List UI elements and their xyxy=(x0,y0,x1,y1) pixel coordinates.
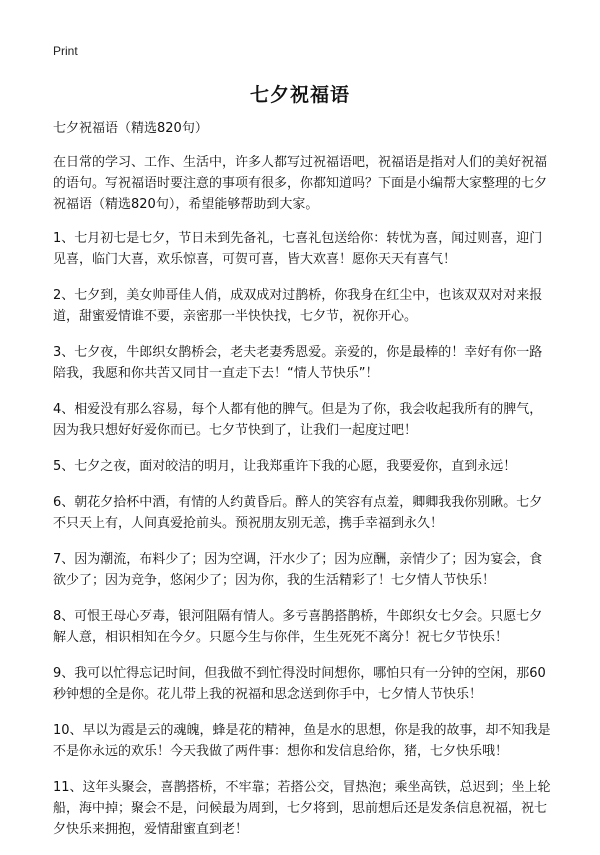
blessing-paragraph: 1、七月初七是七夕，节日未到先备礼，七喜礼包送给你：转忧为喜，闻过则喜，迎门见喜，临门大喜，欢乐惊喜，可贺可喜，皆大欢喜！愿你天天有喜气！ xyxy=(53,231,543,267)
blessing-paragraph: 7、因为潮流，布料少了；因为空调，汗水少了；因为应酬，亲情少了；因为宴会，食欲少了；因为竞争，悠闲少了；因为你，我的生活精彩了！七夕情人节快乐！ xyxy=(53,552,543,588)
blessing-paragraph: 8、可恨王母心歹毒，银河阻隔有情人。多亏喜鹊搭鹊桥，牛郎织女七夕会。只愿七夕解人意，相识相知在今夕。只愿今生与你伴，生生死死不离分！祝七夕节快乐！ xyxy=(53,609,543,645)
blessing-paragraph: 2、七夕到，美女帅哥佳人俏，成双成对过鹊桥，你我身在红尘中，也该双双对对来报道，甜蜜爱情谁不要，亲密那一半快快找，七夕节，祝你开心。 xyxy=(53,288,543,324)
blessing-paragraph: 11、这年头聚会，喜鹊搭桥，不牢靠；若搭公交，冒热泡；乘坐高铁，总迟到；坐上轮船，海中掉；聚会不是，问候最为周到，七夕将到，思前想后还是发条信息祝福，祝七夕快乐来拥抱，爱情甜蜜直到老！ xyxy=(53,780,551,837)
blessing-paragraph: 3、七夕夜，牛郎织女鹊桥会，老夫老妻秀恩爱。亲爱的，你是最棒的！幸好有你一路陪我，我愿和你共苦又同甘一直走下去！“情人节快乐”！ xyxy=(53,345,543,381)
intro-paragraph: 在日常的学习、工作、生活中，许多人都写过祝福语吧，祝福语是指对人们的美好祝福的语句。写祝福语时要注意的事项有很多，你都知道吗？下面是小编帮大家整理的七夕祝福语（精选820句），希望能够帮助到大家。 xyxy=(53,155,548,212)
print-link[interactable]: Print xyxy=(53,44,78,58)
document-subtitle: 七夕祝福语（精选820句） xyxy=(53,121,208,136)
document-body xyxy=(53,118,553,855)
blessing-paragraph: 6、朝花夕拾杯中酒，有情的人约黄昏后。醉人的笑容有点羞，卿卿我我你别瞅。七夕不只天上有，人间真爱抢前头。预祝朋友别无恙，携手幸福到永久！ xyxy=(53,495,543,531)
blessing-paragraph: 9、我可以忙得忘记时间，但我做不到忙得没时间想你，哪怕只有一分钟的空闲，那60秒钟想的全是你。花儿带上我的祝福和思念送到你手中，七夕情人节快乐！ xyxy=(53,666,546,702)
blessing-paragraph: 10、早以为霞是云的魂魄，蜂是花的精神，鱼是水的思想，你是我的故事，却不知我是不是你永远的欢乐！今天我做了两件事：想你和发信息给你，猪，七夕快乐哦！ xyxy=(53,723,551,759)
blessing-paragraph: 4、相爱没有那么容易，每个人都有他的脾气。但是为了你，我会收起我所有的脾气，因为我只想好好爱你而已。七夕节快到了，让我们一起度过吧！ xyxy=(53,402,543,438)
blessing-paragraph: 5、七夕之夜，面对皎洁的明月，让我郑重许下我的心愿，我要爱你，直到永远！ xyxy=(53,459,517,474)
page-title: 七夕祝福语 xyxy=(249,84,350,106)
